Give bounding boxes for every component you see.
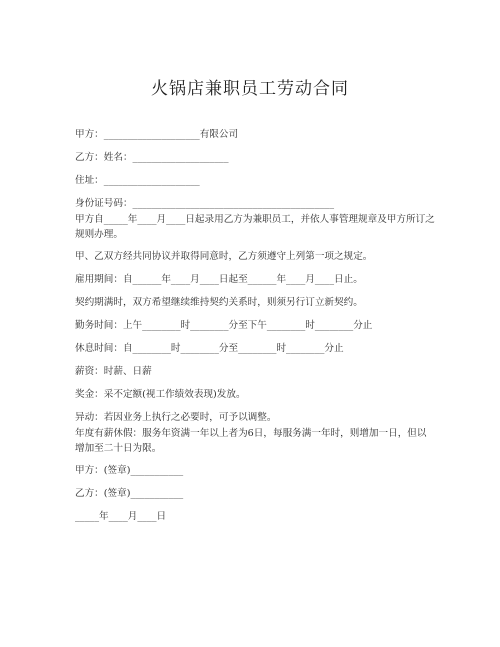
work-hours-line: 勤务时间：上午________时________分至下午________时________分止 bbox=[75, 320, 373, 331]
page-title: 火锅店兼职员工劳动合同 bbox=[151, 79, 349, 99]
party-b-name-line: 乙方：姓名：____________________ bbox=[75, 152, 229, 163]
agreement-clause: 甲、乙双方经共同协议并取得同意时，乙方须遵守上列第一项之规定。 bbox=[75, 251, 373, 262]
salary-line: 薪资：时薪、日薪 bbox=[75, 366, 152, 377]
id-number-line: 身份证号码：__________________________________________ bbox=[75, 198, 335, 209]
address-line: 住址：____________________ bbox=[75, 175, 200, 186]
annual-leave-clause: 年度有薪休假：服务年资满一年以上者为6日，每服务满一年时，则增加一日，但以增加至二十日为限。 bbox=[75, 428, 427, 454]
hiring-clause: 甲方自_____年____月____日起录用乙方为兼职员工，并依人事管理规章及甲方所订之规则办理。 bbox=[75, 214, 435, 240]
employment-period-line: 雇用期间：自______年____月____日起至______年____月____日止。 bbox=[75, 274, 363, 285]
contract-renewal-clause: 契约期满时，双方希望继续维持契约关系时，则须另行订立新契约。 bbox=[75, 297, 363, 308]
party-a-line: 甲方：____________________有限公司 bbox=[75, 129, 239, 140]
date-line: _____年____月____日 bbox=[75, 511, 167, 522]
transfer-line: 异动：若因业务上执行之必要时，可予以调整。 bbox=[75, 412, 277, 423]
party-b-signature-line: 乙方：(签章)___________ bbox=[75, 488, 184, 499]
party-a-signature-line: 甲方：(签章)___________ bbox=[75, 465, 184, 476]
bonus-line: 奖金：采不定额(视工作绩效表现)发放。 bbox=[75, 389, 246, 400]
rest-hours-line: 休息时间：自________时________分至________时________分止 bbox=[75, 343, 344, 354]
